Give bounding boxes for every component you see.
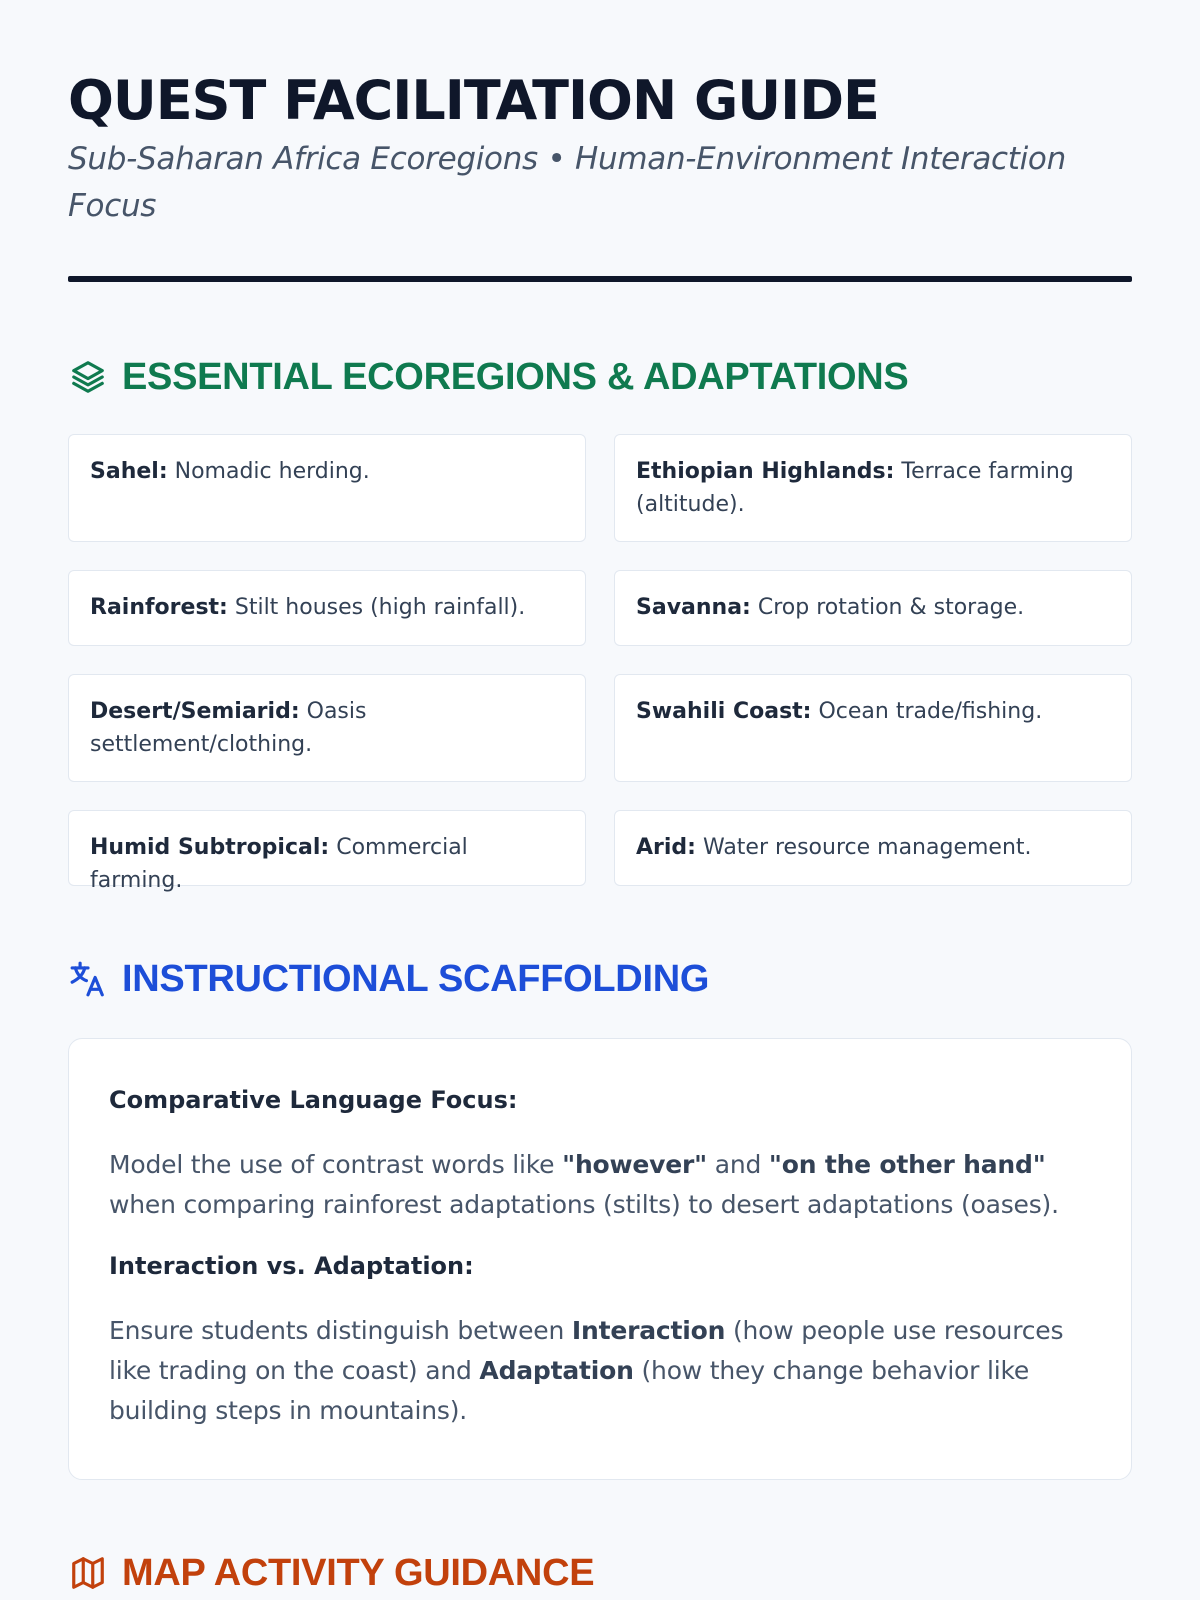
ecoregion-card-arid: Arid: Water resource management. xyxy=(614,810,1132,886)
ecoregion-card-savanna: Savanna: Crop rotation & storage. xyxy=(614,570,1132,646)
interaction-adaptation-text: Ensure students distinguish between Interaction (how people use resources like trading on the coast) and Adaptation (how they change behavior like building steps in mountains). xyxy=(109,1316,1064,1425)
map-icon xyxy=(68,1553,108,1593)
ecoregion-card-swahili-coast: Swahili Coast: Ocean trade/fishing. xyxy=(614,674,1132,782)
comparative-language-text: Model the use of contrast words like "however" and "on the other hand" when comparing rainforest adaptations (stilts) to desert adaptations (oases). xyxy=(109,1150,1059,1219)
interaction-adaptation-title: Interaction vs. Adaptation: xyxy=(109,1252,474,1280)
layers-icon xyxy=(68,357,108,397)
ecoregions-grid xyxy=(68,434,1132,893)
ecoregion-card-sahel: Sahel: Nomadic herding. xyxy=(68,434,586,542)
ecoregion-card-rainforest: Rainforest: Stilt houses (high rainfall). xyxy=(68,570,586,646)
title-divider xyxy=(68,276,1132,282)
map-activity-section-header xyxy=(68,1550,1132,1596)
translate-icon xyxy=(68,959,108,999)
ecoregions-section-header xyxy=(68,354,1132,400)
page-subtitle: Sub-Saharan Africa Ecoregions • Human-Environment Interaction Focus xyxy=(68,141,1066,224)
scaffolding-section-header xyxy=(68,956,1132,1002)
scaffolding-panel xyxy=(68,1038,1132,1480)
ecoregion-card-ethiopian-highlands: Ethiopian Highlands: Terrace farming (altitude). xyxy=(614,434,1132,542)
scaffolding-heading: INSTRUCTIONAL SCAFFOLDING xyxy=(122,957,710,1000)
ecoregion-card-desert: Desert/Semiarid: Oasis settlement/clothing. xyxy=(68,674,586,782)
ecoregions-heading: ESSENTIAL ECOREGIONS & ADAPTATIONS xyxy=(122,355,909,398)
ecoregion-card-humid-subtropical: Humid Subtropical: Commercial farming. xyxy=(68,810,586,886)
map-activity-heading: MAP ACTIVITY GUIDANCE xyxy=(122,1551,595,1594)
comparative-language-title: Comparative Language Focus: xyxy=(109,1086,518,1114)
page-title: QUEST FACILITATION GUIDE xyxy=(68,69,879,132)
